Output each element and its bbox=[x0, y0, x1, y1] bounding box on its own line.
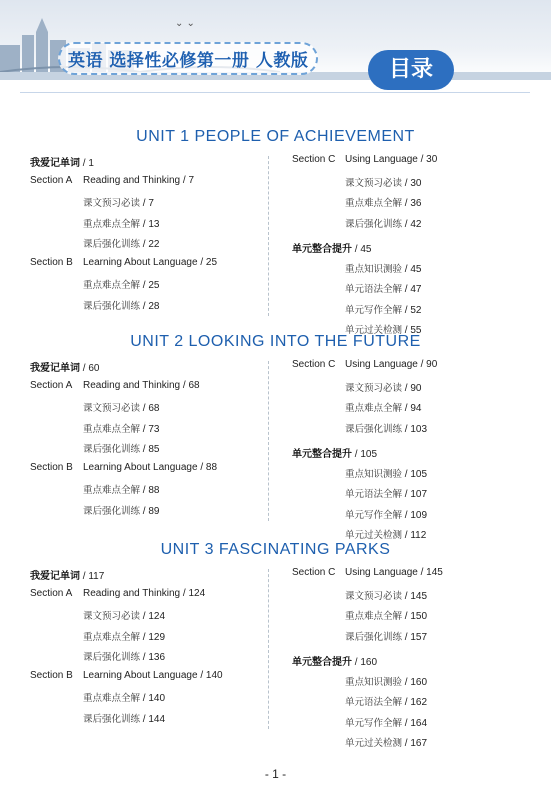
toc-entry[interactable] bbox=[83, 503, 159, 517]
toc-entry[interactable] bbox=[345, 629, 427, 643]
toc-entry-page: / 13 bbox=[140, 218, 160, 230]
toc-entry[interactable] bbox=[30, 567, 104, 582]
toc-entry[interactable] bbox=[345, 588, 427, 602]
toc-entry-label: 课文预习必读 bbox=[83, 403, 141, 414]
toc-entry[interactable] bbox=[292, 240, 371, 255]
toc-entry-page: / 103 bbox=[402, 423, 428, 435]
section-name: Reading and Thinking bbox=[83, 379, 181, 391]
toc-entry[interactable] bbox=[292, 445, 377, 460]
toc-entry[interactable] bbox=[292, 567, 443, 578]
toc-entry-page: / 109 bbox=[402, 509, 428, 521]
toc-entry-page: / 107 bbox=[402, 489, 428, 500]
toc-entry[interactable] bbox=[345, 608, 427, 622]
toc-entry-page: / 1 bbox=[80, 158, 94, 169]
toc-entry-page: / 136 bbox=[140, 652, 166, 663]
toc-entry-label: 课后强化训练 bbox=[83, 239, 141, 250]
section-label: Section C bbox=[292, 567, 336, 578]
toc-entry-label: 单元写作全解 bbox=[345, 304, 403, 316]
toc-heading-label: 我爱记单词 bbox=[30, 363, 80, 374]
section-name: Using Language bbox=[345, 154, 418, 165]
section-label: Section C bbox=[292, 154, 336, 165]
toc-entry-page: / 160 bbox=[352, 657, 378, 668]
toc-entry-page: / 145 bbox=[402, 590, 428, 602]
toc-entry-page: / 88 bbox=[140, 485, 160, 496]
toc-entry-page: / 28 bbox=[140, 300, 160, 312]
toc-entry-label: 重点知识测验 bbox=[345, 468, 403, 480]
toc-heading-label: 单元整合提升 bbox=[292, 449, 352, 460]
toc-entry-page: / 73 bbox=[140, 423, 160, 435]
toc-entry-label: 重点知识测验 bbox=[345, 676, 403, 688]
section-label: Section A bbox=[30, 174, 73, 186]
toc-entry-label: 课后强化训练 bbox=[83, 713, 141, 725]
birds-icon: ⌄ ⌄ bbox=[175, 18, 195, 29]
toc-entry[interactable] bbox=[345, 400, 421, 414]
toc-entry[interactable] bbox=[345, 674, 427, 688]
toc-entry[interactable] bbox=[83, 236, 159, 250]
toc-entry[interactable] bbox=[345, 421, 427, 435]
toc-entry-page: / 157 bbox=[402, 631, 428, 643]
section-label: Section C bbox=[292, 359, 336, 370]
toc-entry-page: / 42 bbox=[402, 218, 422, 230]
column-divider bbox=[268, 361, 269, 521]
toc-entry-page: / 22 bbox=[140, 239, 160, 250]
section-name: Reading and Thinking bbox=[83, 587, 181, 599]
toc-entry[interactable] bbox=[83, 400, 159, 414]
toc-entry[interactable] bbox=[83, 711, 165, 725]
toc-entry-page: / 140 bbox=[197, 669, 223, 681]
toc-entry[interactable] bbox=[30, 380, 200, 391]
toc-entry[interactable] bbox=[83, 421, 159, 435]
toc-entry-label: 课后强化训练 bbox=[345, 218, 403, 230]
toc-entry-page: / 150 bbox=[402, 611, 428, 622]
toc-entry-label: 重点难点全解 bbox=[345, 611, 403, 622]
toc-entry-page: / 90 bbox=[402, 382, 422, 394]
toc-entry[interactable] bbox=[345, 195, 421, 209]
toc-entry-label: 单元过关检测 bbox=[345, 325, 403, 336]
column-divider bbox=[268, 156, 269, 316]
toc-entry[interactable] bbox=[30, 359, 99, 374]
toc-entry-label: 重点难点全解 bbox=[345, 198, 403, 209]
toc-entry-label: 课文预习必读 bbox=[345, 382, 403, 394]
toc-entry-page: / 85 bbox=[140, 444, 160, 455]
toc-entry-page: / 124 bbox=[140, 611, 166, 622]
toc-entry[interactable] bbox=[345, 175, 421, 189]
toc-entry-page: / 60 bbox=[80, 363, 100, 374]
toc-entry-label: 课文预习必读 bbox=[345, 590, 403, 602]
toc-entry-label: 单元写作全解 bbox=[345, 509, 403, 521]
toc-entry[interactable] bbox=[345, 694, 427, 708]
toc-entry[interactable] bbox=[345, 466, 427, 480]
toc-entry-label: 课后强化训练 bbox=[83, 652, 141, 663]
toc-entry[interactable] bbox=[292, 359, 437, 370]
toc-entry-label: 重点难点全解 bbox=[83, 693, 141, 704]
toc-entry-page: / 68 bbox=[180, 379, 200, 391]
toc-entry[interactable] bbox=[345, 735, 427, 749]
toc-entry-page: / 47 bbox=[402, 284, 422, 295]
toc-badge: 目录 bbox=[368, 50, 454, 90]
toc-entry-page: / 30 bbox=[402, 177, 422, 189]
section-name: Using Language bbox=[345, 359, 418, 370]
toc-entry-label: 重点难点全解 bbox=[83, 485, 141, 496]
section-label: Section B bbox=[30, 461, 73, 473]
toc-entry-page: / 105 bbox=[352, 449, 378, 460]
toc-entry[interactable] bbox=[83, 690, 165, 704]
section-label: Section B bbox=[30, 256, 73, 268]
toc-entry[interactable] bbox=[83, 608, 165, 622]
toc-entry[interactable] bbox=[292, 653, 377, 668]
toc-entry-page: / 144 bbox=[140, 713, 166, 725]
toc-entry[interactable] bbox=[83, 629, 165, 643]
toc-entry-label: 单元写作全解 bbox=[345, 717, 403, 729]
toc-entry[interactable] bbox=[30, 154, 94, 169]
page-number: - 1 - bbox=[264, 767, 287, 781]
column-divider bbox=[268, 569, 269, 729]
toc-entry-page: / 30 bbox=[417, 154, 438, 165]
toc-entry-label: 课文预习必读 bbox=[83, 198, 141, 209]
toc-entry-page: / 124 bbox=[180, 587, 206, 599]
toc-entry-page: / 94 bbox=[402, 403, 422, 414]
toc-entry-page: / 52 bbox=[402, 304, 422, 316]
toc-entry[interactable] bbox=[83, 277, 159, 291]
toc-entry[interactable] bbox=[83, 441, 159, 455]
toc-entry-label: 重点难点全解 bbox=[345, 403, 403, 414]
toc-entry-page: / 112 bbox=[402, 530, 427, 541]
toc-entry-page: / 45 bbox=[352, 244, 372, 255]
toc-entry-page: / 105 bbox=[402, 468, 428, 480]
toc-entry[interactable] bbox=[345, 486, 427, 500]
toc-entry-label: 重点难点全解 bbox=[83, 423, 141, 435]
unit-title: UNIT 3 FASCINATING PARKS bbox=[160, 541, 391, 558]
unit-title: UNIT 1 PEOPLE OF ACHIEVEMENT bbox=[136, 128, 415, 145]
header-divider bbox=[20, 92, 530, 93]
toc-entry-page: / 90 bbox=[417, 359, 438, 370]
toc-entry-label: 单元过关检测 bbox=[345, 738, 403, 749]
toc-entry-page: / 7 bbox=[140, 198, 154, 209]
toc-entry[interactable] bbox=[345, 216, 421, 230]
toc-entry[interactable] bbox=[292, 154, 437, 165]
toc-entry[interactable] bbox=[83, 195, 154, 209]
toc-entry[interactable] bbox=[345, 281, 421, 295]
toc-entry[interactable] bbox=[345, 527, 426, 541]
toc-entry-label: 单元过关检测 bbox=[345, 530, 403, 541]
section-name: Using Language bbox=[345, 567, 418, 578]
unit-title: UNIT 2 LOOKING INTO THE FUTURE bbox=[130, 333, 421, 350]
section-name: Learning About Language bbox=[83, 669, 198, 681]
toc-entry[interactable] bbox=[345, 507, 427, 521]
toc-entry[interactable] bbox=[83, 482, 159, 496]
toc-entry-label: 重点知识测验 bbox=[345, 263, 403, 275]
toc-entry-page: / 167 bbox=[402, 738, 428, 749]
section-label: Section A bbox=[30, 379, 73, 391]
toc-entry-label: 课文预习必读 bbox=[83, 611, 141, 622]
toc-heading-label: 单元整合提升 bbox=[292, 244, 352, 255]
toc-entry-page: / 25 bbox=[197, 256, 218, 268]
toc-entry-label: 课文预习必读 bbox=[345, 177, 403, 189]
toc-entry-label: 课后强化训练 bbox=[83, 300, 141, 312]
toc-entry-label: 课后强化训练 bbox=[83, 505, 141, 517]
section-label: Section B bbox=[30, 669, 73, 681]
toc-entry-page: / 45 bbox=[402, 263, 422, 275]
toc-heading-label: 单元整合提升 bbox=[292, 657, 352, 668]
toc-entry-page: / 164 bbox=[402, 717, 428, 729]
toc-entry-label: 单元语法全解 bbox=[345, 489, 403, 500]
toc-entry-label: 单元语法全解 bbox=[345, 697, 403, 708]
toc-entry[interactable] bbox=[345, 261, 421, 275]
toc-heading-label: 我爱记单词 bbox=[30, 158, 80, 169]
toc-entry[interactable] bbox=[30, 175, 194, 186]
page-header bbox=[0, 0, 551, 100]
toc-entry-label: 重点难点全解 bbox=[83, 218, 141, 230]
toc-entry[interactable] bbox=[30, 670, 223, 681]
section-label: Section A bbox=[30, 587, 73, 599]
toc-entry[interactable] bbox=[30, 257, 217, 268]
toc-entry-page: / 55 bbox=[402, 325, 422, 336]
toc-entry-page: / 129 bbox=[140, 631, 166, 643]
toc-heading-label: 我爱记单词 bbox=[30, 571, 80, 582]
toc-entry-page: / 36 bbox=[402, 198, 422, 209]
toc-entry[interactable] bbox=[83, 216, 159, 230]
toc-entry-label: 重点难点全解 bbox=[83, 631, 141, 643]
toc-entry[interactable] bbox=[30, 462, 217, 473]
toc-entry[interactable] bbox=[83, 298, 159, 312]
toc-entry-page: / 88 bbox=[197, 461, 218, 473]
toc-entry[interactable] bbox=[83, 649, 165, 663]
toc-entry[interactable] bbox=[345, 302, 421, 316]
toc-entry-page: / 140 bbox=[140, 693, 166, 704]
toc-entry-label: 课后强化训练 bbox=[345, 631, 403, 643]
toc-entry-page: / 68 bbox=[140, 403, 160, 414]
toc-entry-page: / 117 bbox=[80, 571, 105, 582]
toc-entry-page: / 7 bbox=[180, 174, 195, 186]
book-title: 英语 选择性必修第一册 人教版 bbox=[58, 42, 318, 75]
toc-entry[interactable] bbox=[30, 588, 205, 599]
toc-entry-label: 课后强化训练 bbox=[345, 423, 403, 435]
toc-entry-page: / 25 bbox=[140, 280, 160, 291]
toc-entry-label: 重点难点全解 bbox=[83, 280, 141, 291]
toc-entry[interactable] bbox=[345, 380, 421, 394]
toc-entry-label: 单元语法全解 bbox=[345, 284, 403, 295]
section-name: Reading and Thinking bbox=[83, 174, 181, 186]
section-name: Learning About Language bbox=[83, 256, 198, 268]
toc-entry-page: / 145 bbox=[417, 567, 443, 578]
section-name: Learning About Language bbox=[83, 461, 198, 473]
toc-entry-page: / 162 bbox=[402, 697, 428, 708]
toc-entry-page: / 89 bbox=[140, 505, 160, 517]
toc-entry-page: / 160 bbox=[402, 676, 428, 688]
toc-entry[interactable] bbox=[345, 715, 427, 729]
toc-entry-label: 课后强化训练 bbox=[83, 444, 141, 455]
